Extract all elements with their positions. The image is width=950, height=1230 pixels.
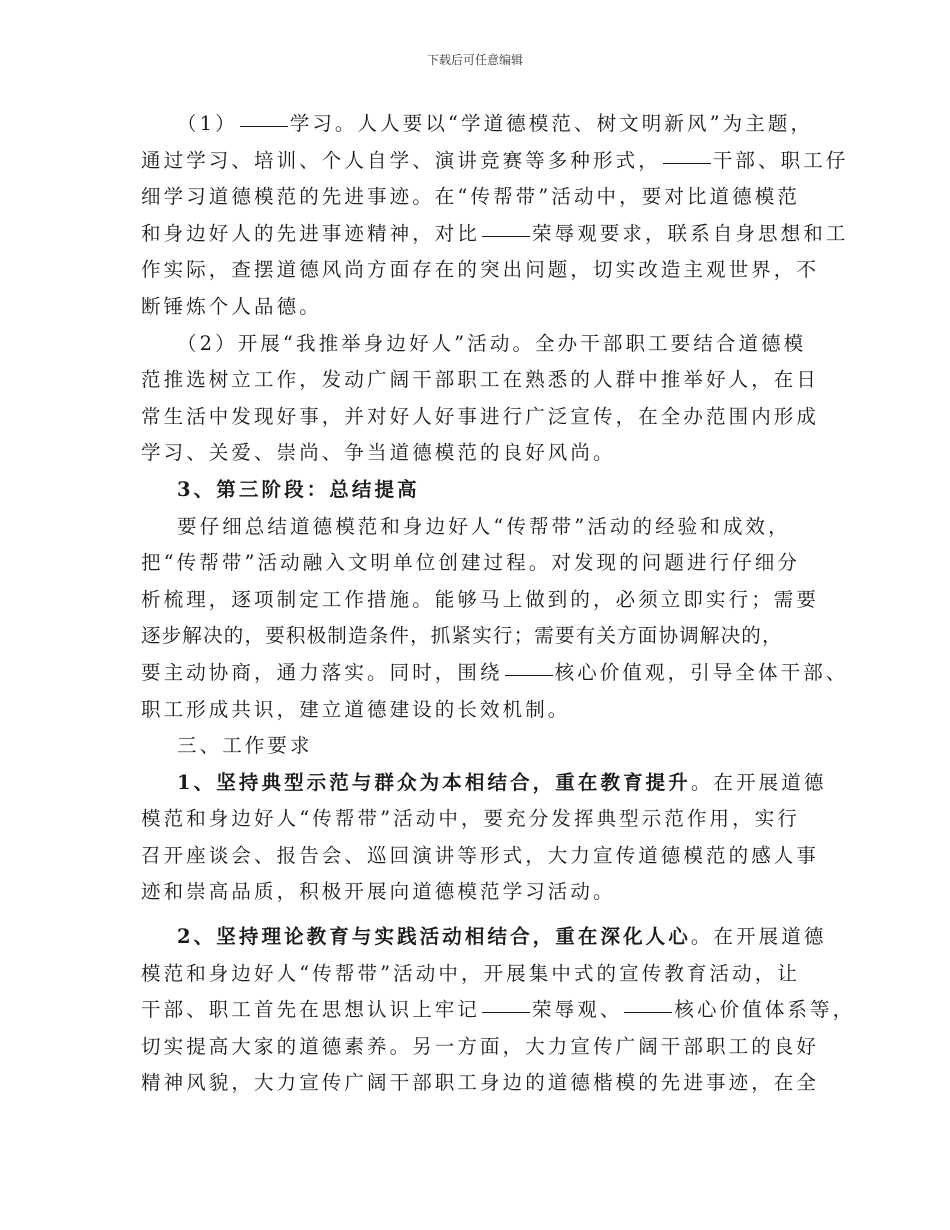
paragraph-line	[141, 216, 849, 253]
paragraph-line: 断锤炼个人品德。	[141, 294, 322, 318]
paragraph-line: 精神风貌，大力宣传广阔干部职工身边的道德楷模的先进事迹，在全	[141, 1071, 820, 1095]
page-header-note: 下载后可任意编辑	[426, 53, 523, 67]
paragraph-gap	[141, 911, 813, 919]
text-fragment: 荣辱观要求，联系自身思想和工	[532, 221, 849, 245]
text-fragment: 。在开展道德	[690, 925, 827, 949]
section-heading: 三、工作要求	[177, 734, 313, 758]
paragraph-line: 模范和身边好人“传帮带”活动中，开展集中式的宣传教育活动，让	[141, 961, 800, 985]
requirement-title: 2、坚持理论教育与实践活动相结合，重在深化人心	[177, 925, 691, 949]
paragraph-line: 作实际，查摆道德风尚方面存在的突出问题，切实改造主观世界，不	[141, 258, 820, 282]
paragraph-line	[141, 655, 849, 692]
paragraph-line	[141, 919, 827, 956]
fill-blank	[482, 235, 530, 237]
paragraph-line: 要仔细总结道德模范和身边好人“传帮带”活动的经验和成效，	[177, 514, 791, 538]
paragraph-line: 析梳理，逐项制定工作措施。能够马上做到的，必须立即实行；需要	[141, 587, 820, 611]
paragraph-line	[141, 992, 856, 1029]
text-fragment: 。在开展道德	[690, 770, 827, 794]
text-fragment: 核心价值体系等，	[674, 998, 856, 1022]
paragraph-line: 切实提高大家的道德素养。另一方面，大力宣传广阔干部职工的良好	[141, 1034, 820, 1058]
text-fragment: 和身边好人的先进事迹精神，对比	[141, 221, 481, 245]
text-fragment: 要主动协商，通力落实。同时，围绕	[141, 660, 503, 684]
fill-blank	[240, 125, 288, 127]
paragraph-line: 职工形成共识，建立道德建设的长效机制。	[141, 697, 571, 721]
text-fragment: 荣辱观、	[532, 998, 623, 1022]
text-fragment: 通过学习、培训、个人自学、演讲竞赛等多种形式，	[141, 148, 661, 172]
text-fragment: 干部、职工首先在思想认识上牢记	[141, 998, 481, 1022]
fill-blank	[663, 162, 711, 164]
paragraph-line	[141, 106, 813, 143]
paragraph-line: 迹和崇高品质，积极开展向道德模范学习活动。	[141, 880, 616, 904]
fill-blank	[482, 1011, 530, 1013]
text-fragment: 干部、职工仔	[712, 148, 849, 172]
text-fragment: 核心价值观，引导全体干部、	[554, 660, 849, 684]
paragraph-line: 范推选树立工作，发动广阔干部职工在熟悉的人群中推举好人，在日	[141, 368, 820, 392]
fill-blank	[505, 674, 553, 676]
fill-blank	[624, 1011, 672, 1013]
paragraph-line: 把“传帮带”活动融入文明单位创建过程。对发现的问题进行仔细分	[141, 551, 800, 575]
document-body	[141, 106, 856, 1102]
paragraph-line	[141, 765, 827, 802]
paragraph-line: （2）开展“我推举身边好人”活动。全办干部职工要结合道德模	[177, 331, 807, 355]
text-fragment: （1）	[177, 112, 238, 135]
paragraph-line: 学习、关爱、崇尚、争当道德模范的良好风尚。	[141, 441, 616, 465]
stage-heading: 3、第三阶段：总结提高	[177, 477, 420, 501]
requirement-title: 1、坚持典型示范与群众为本相结合，重在教育提升	[177, 770, 691, 794]
paragraph-line: 召开座谈会、报告会、巡回演讲等形式，大力宣传道德模范的感人事	[141, 843, 820, 867]
paragraph-line: 细学习道德模范的先进事迹。在“传帮带”活动中，要对比道德模范	[141, 185, 800, 209]
paragraph-line: 模范和身边好人“传帮带”活动中，要充分发挥典型示范作用，实行	[141, 807, 800, 831]
paragraph-line	[141, 143, 849, 180]
paragraph-line: 逐步解决的，要积极制造条件，抓紧实行；需要有关方面协调解决的，	[141, 624, 783, 648]
text-fragment: 学习。人人要以“学道德模范、树文明新风”为主题，	[289, 112, 814, 135]
paragraph-line: 常生活中发现好事，并对好人好事进行广泛宣传，在全办范围内形成	[141, 404, 820, 428]
